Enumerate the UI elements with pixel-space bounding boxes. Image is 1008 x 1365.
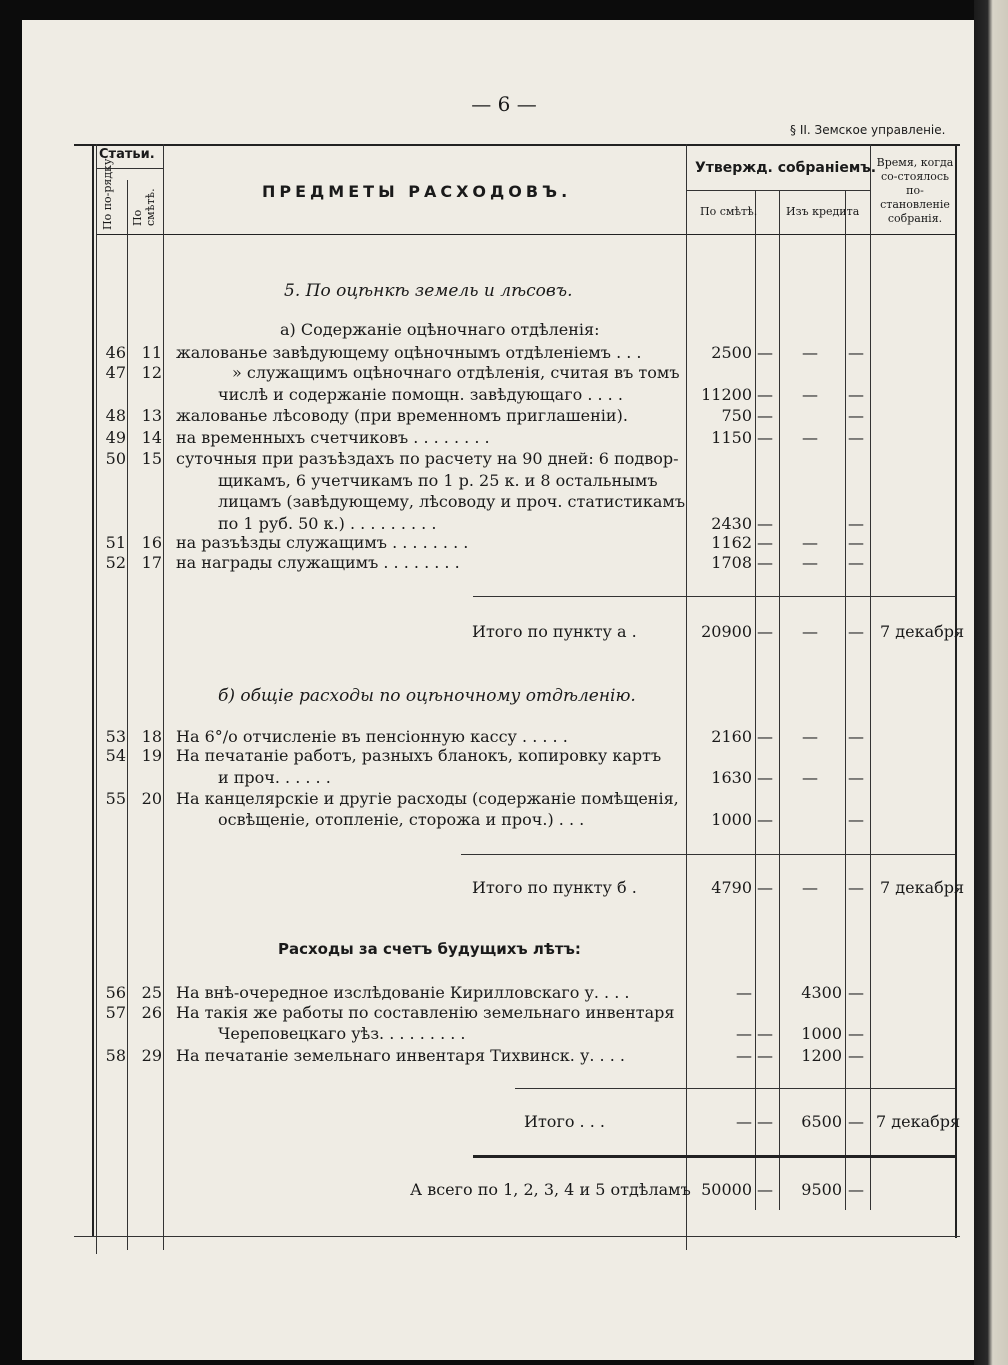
row-text: жалованье завѣдующему оцѣночнымъ отдѣленіемъ . . . <box>176 343 642 362</box>
row-num: 20 <box>141 789 162 808</box>
total-b-label: Итого по пункту б . <box>472 878 637 897</box>
running-head: § II. Земское управленіе. <box>790 123 946 137</box>
dash: — <box>757 406 773 425</box>
dash: — <box>848 810 864 829</box>
dash: — <box>848 553 864 572</box>
row-text: на временныхъ счетчиковъ . . . . . . . . <box>176 428 490 447</box>
row-text: освѣщеніе, отопленіе, сторожа и проч.) . . . <box>218 810 585 829</box>
total-b-date: 7 декабря <box>880 878 965 897</box>
dash: — <box>848 406 864 425</box>
row-num: 16 <box>141 533 162 552</box>
dash: — <box>848 622 864 641</box>
dash: — <box>757 1046 773 1065</box>
grand-total-kredit: 9500 <box>801 1180 842 1199</box>
dash: — <box>757 1024 773 1043</box>
dash: — <box>757 428 773 447</box>
row-num: 15 <box>141 449 162 468</box>
future-total-kredit: 6500 <box>801 1112 842 1131</box>
row-amount: 1162 <box>711 533 752 552</box>
row-text: лицамъ (завѣдующему, лѣсоводу и проч. статистикамъ <box>218 492 686 511</box>
row-num: 50 <box>105 449 126 468</box>
row-amount: 1708 <box>711 553 752 572</box>
table-bottom-rule <box>74 1236 960 1237</box>
row-num: 58 <box>105 1046 126 1065</box>
table-header-rule <box>96 234 956 235</box>
row-num: 17 <box>141 553 162 572</box>
row-num: 56 <box>105 983 126 1002</box>
header-po-smete-col: По смѣтѣ. <box>131 188 157 226</box>
row-num: 51 <box>105 533 126 552</box>
row-num: 47 <box>105 363 126 382</box>
total-a-label: Итого по пункту а . <box>472 622 637 641</box>
dash: — <box>848 428 864 447</box>
dash: — <box>802 428 818 447</box>
header-po-smete: По смѣтѣ. <box>700 205 758 218</box>
dash: — <box>757 878 773 897</box>
total-rule <box>461 854 955 855</box>
row-text: » служащимъ оцѣночнаго отдѣленія, считая въ томъ <box>232 363 680 382</box>
dash: — <box>848 533 864 552</box>
row-text: На внѣ-очередное изслѣдованіе Кирилловскаго у. . . . <box>176 983 630 1002</box>
row-num: 52 <box>105 553 126 572</box>
header-iz-kredita: Изъ кредита <box>786 205 860 218</box>
row-num: 14 <box>141 428 162 447</box>
dash: — <box>802 385 818 404</box>
dash: — <box>757 553 773 572</box>
row-smeta: — <box>736 983 752 1002</box>
dash: — <box>848 1046 864 1065</box>
dash: — <box>802 727 818 746</box>
table-right-border <box>955 144 957 1238</box>
page-number: — 6 — <box>471 92 537 116</box>
section-title: 5. По оцѣнкѣ земель и лѣсовъ. <box>284 281 573 301</box>
dash: — <box>757 768 773 787</box>
dash: — <box>848 514 864 533</box>
subsection-b-title: б) общіе расходы по оцѣночному отдѣленію. <box>218 686 636 706</box>
dash: — <box>848 1112 864 1131</box>
row-num: 12 <box>141 363 162 382</box>
row-text: На такія же работы по составленію земельнаго инвентаря <box>176 1003 675 1022</box>
row-num: 53 <box>105 727 126 746</box>
row-num: 55 <box>105 789 126 808</box>
row-text: На канцелярскіе и другіе расходы (содержаніе помѣщенія, <box>176 789 679 808</box>
dash: — <box>802 553 818 572</box>
row-kredit: 4300 <box>801 983 842 1002</box>
row-num: 46 <box>105 343 126 362</box>
row-num: 18 <box>141 727 162 746</box>
row-text: по 1 руб. 50 к.) . . . . . . . . . <box>218 514 437 533</box>
row-num: 25 <box>141 983 162 1002</box>
table-left-border <box>92 144 94 1236</box>
row-smeta: — <box>736 1024 752 1043</box>
row-text: На печатаніе работъ, разныхъ бланокъ, копировку картъ <box>176 746 662 765</box>
header-po-poryadku: По по-рядку. <box>101 155 114 230</box>
row-text: жалованье лѣсоводу (при временномъ приглашеніи). <box>176 406 628 425</box>
row-text: На печатаніе земельнаго инвентаря Тихвинск. у. . . . <box>176 1046 625 1065</box>
future-total-smeta: — <box>736 1112 752 1131</box>
row-smeta: — <box>736 1046 752 1065</box>
dash: — <box>848 1180 864 1199</box>
row-amount: 11200 <box>701 385 752 404</box>
dash: — <box>757 1180 773 1199</box>
col-line <box>96 144 97 1254</box>
row-amount: 2160 <box>711 727 752 746</box>
row-text: и проч. . . . . . <box>218 768 331 787</box>
dash: — <box>757 343 773 362</box>
row-text: щикамъ, 6 учетчикамъ по 1 р. 25 к. и 8 остальнымъ <box>218 471 658 490</box>
dash: — <box>757 1112 773 1131</box>
row-num: 13 <box>141 406 162 425</box>
row-num: 54 <box>105 746 126 765</box>
dash: — <box>848 878 864 897</box>
col-line <box>845 190 846 1210</box>
dash: — <box>848 385 864 404</box>
dash: — <box>848 768 864 787</box>
dash: — <box>757 385 773 404</box>
row-num: 49 <box>105 428 126 447</box>
total-a-date: 7 декабря <box>880 622 965 641</box>
row-num: 19 <box>141 746 162 765</box>
dash: — <box>757 533 773 552</box>
future-total-date: 7 декабря <box>876 1112 961 1131</box>
row-text: Череповецкаго уѣз. . . . . . . . . <box>218 1024 466 1043</box>
dash: — <box>757 727 773 746</box>
col-line <box>870 144 871 1210</box>
future-total-label: Итого . . . <box>524 1112 605 1131</box>
dash: — <box>802 768 818 787</box>
row-num: 26 <box>141 1003 162 1022</box>
header-vremya: Время, когда со-стоялось по-становленіе собранія. <box>876 156 954 225</box>
row-amount: 1630 <box>711 768 752 787</box>
row-kredit: 1000 <box>801 1024 842 1043</box>
row-num: 57 <box>105 1003 126 1022</box>
dash: — <box>802 878 818 897</box>
total-a-amount: 20900 <box>701 622 752 641</box>
future-title: Расходы за счетъ будущихъ лѣтъ: <box>278 940 581 958</box>
row-amount: 1000 <box>711 810 752 829</box>
grand-total-label: А всего по 1, 2, 3, 4 и 5 отдѣламъ <box>410 1180 691 1199</box>
row-text: суточныя при разъѣздахъ по расчету на 90 дней: 6 подвор- <box>176 449 679 468</box>
row-amount: 2430 <box>711 514 752 533</box>
row-num: 48 <box>105 406 126 425</box>
col-line <box>686 144 687 1250</box>
row-amount: 2500 <box>711 343 752 362</box>
utverzhd-rule <box>686 190 870 191</box>
dash: — <box>848 343 864 362</box>
col-line <box>163 144 164 1250</box>
total-rule <box>515 1088 955 1089</box>
dash: — <box>848 983 864 1002</box>
header-utverzhd: Утвержд. собраніемъ. <box>695 160 877 176</box>
grand-total-smeta: 50000 <box>701 1180 752 1199</box>
row-num: 29 <box>141 1046 162 1065</box>
dash: — <box>802 622 818 641</box>
dash: — <box>848 1024 864 1043</box>
grand-total-rule <box>473 1155 955 1158</box>
col-line <box>755 190 756 1210</box>
row-num: 11 <box>141 343 162 362</box>
dash: — <box>757 810 773 829</box>
row-amount: 1150 <box>711 428 752 447</box>
row-kredit: 1200 <box>801 1046 842 1065</box>
col-line <box>127 180 128 1250</box>
dash: — <box>757 514 773 533</box>
book-edge <box>974 0 1008 1365</box>
dash: — <box>848 727 864 746</box>
row-text: На 6°/о отчисленіе въ пенсіонную кассу . . . . . <box>176 727 568 746</box>
table-top-rule <box>74 144 960 146</box>
row-text: числѣ и содержаніе помощн. завѣдующаго . . . . <box>218 385 623 404</box>
row-text: на разъѣзды служащимъ . . . . . . . . <box>176 533 469 552</box>
subsection-a-title: а) Содержаніе оцѣночнаго отдѣленія: <box>280 320 600 339</box>
header-statyi: Статьи. <box>99 147 155 162</box>
row-amount: 750 <box>721 406 752 425</box>
total-rule <box>473 596 955 597</box>
row-text: на награды служащимъ . . . . . . . . <box>176 553 460 572</box>
dash: — <box>802 343 818 362</box>
total-b-amount: 4790 <box>711 878 752 897</box>
dash: — <box>757 622 773 641</box>
dash: — <box>802 533 818 552</box>
header-predmety: ПРЕДМЕТЫ РАСХОДОВЪ. <box>262 182 572 201</box>
